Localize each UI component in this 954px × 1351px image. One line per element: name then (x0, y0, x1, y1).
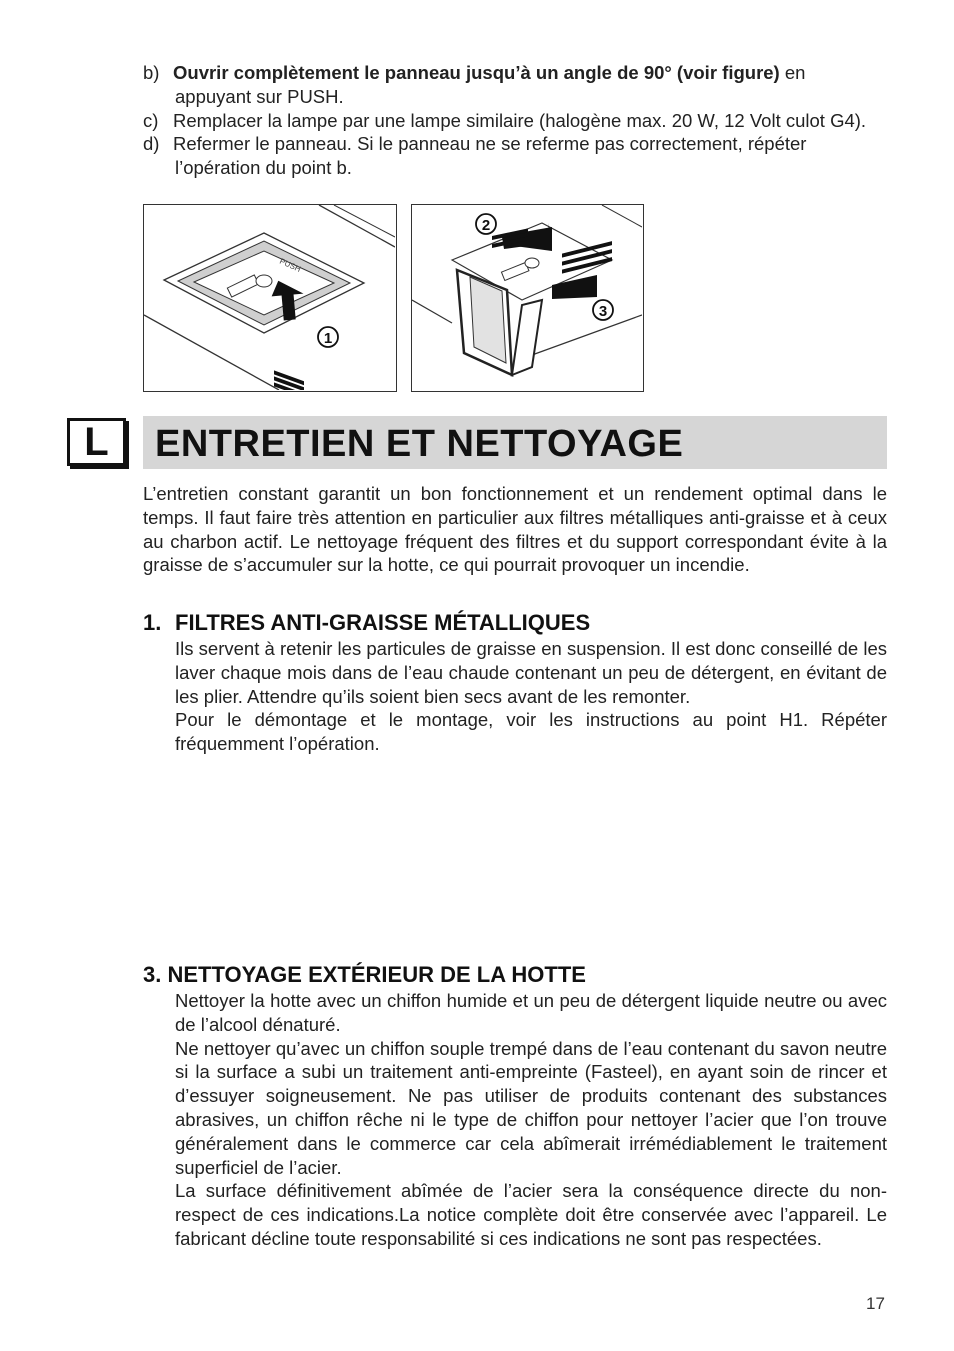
step-d (143, 132, 883, 180)
step-c (143, 109, 883, 133)
section-banner (143, 416, 887, 469)
section-title: ENTRETIEN ET NETTOYAGE (155, 423, 684, 465)
intro-paragraph: L’entretien constant garantit un bon fonctionnement et un rendement optimal dans le temps. Il faut faire très attention en particulier aux filtres métalliques anti-graisse et à ceux au charbon actif. Le nettoyage fréquent des filtres et du support correspondant évite à la graisse de s’accumuler sur la hotte, ce qui pourrait provoquer un incendie. (143, 483, 887, 576)
callout-number: 3 (598, 303, 608, 320)
page-number: 17 (866, 1294, 885, 1313)
paragraph: La surface définitivement abîmée de l’acier sera la conséquence directe du non-respect de ces indications.La notice complète doit être conservée avec l’appareil. Le fabricant décline toute responsabilité si ces indications ne sont pas respectées. (175, 1180, 887, 1249)
figure-open-panel (411, 204, 644, 392)
subsection-1-heading (143, 610, 590, 636)
subsection-title: NETTOYAGE EXTÉRIEUR DE LA HOTTE (167, 962, 586, 987)
step-text: en appuyant sur PUSH. (175, 62, 806, 107)
subsection-number: 3. (143, 962, 162, 987)
subsection-title: FILTRES ANTI-GRAISSE MÉTALLIQUES (175, 610, 591, 635)
step-tag: d) (143, 133, 160, 155)
callout-3 (593, 300, 613, 320)
subsection-3-body (175, 989, 887, 1251)
paragraph: Ils servent à retenir les particules de graisse en suspension. Il est donc conseillé de les laver chaque mois dans de l’eau chaude contenant un peu de détergent, en évitant de les plier. Attendre qu’ils soient bien secs avant de les remonter. (175, 638, 887, 707)
subsection-number: 1. (143, 610, 162, 635)
push-label: PUSH (278, 256, 303, 274)
paragraph: Pour le démontage et le montage, voir les instructions au point H1. Répéter fréquemment l’opération. (175, 709, 887, 755)
callout-1 (318, 327, 338, 347)
step-tag: c) (143, 109, 159, 131)
section-letter-badge: L (67, 418, 126, 466)
callout-number: 2 (481, 217, 491, 234)
lamp-replacement-steps (143, 61, 883, 180)
step-text: Refermer le panneau. Si le panneau ne se referme pas correctement, répéter l’opération du point b. (173, 133, 807, 179)
subsection-3-heading (143, 962, 586, 988)
push-panel-illustration (144, 205, 395, 390)
step-tag: b) (143, 62, 160, 83)
callout-number: 1 (323, 330, 333, 347)
figure-push-panel (143, 204, 397, 392)
step-text: Remplacer la lampe par une lampe similaire (halogène max. 20 W, 12 Volt culot G4). (173, 109, 867, 131)
callout-2 (476, 214, 496, 234)
open-panel-illustration (412, 205, 642, 390)
paragraph: Ne nettoyer qu’avec un chiffon souple trempé dans de l’eau contenant du savon neutre si la surface a subi un traitement anti-empreinte (Fasteel), en ayant soin de rincer et d’essuyer soigneusement. Ne pas utiliser de produits contenant des substances abrasives, un chiffon rêche ni le type de chiffon pour nettoyer l’acier que l’on trouve généralement dans le commerce car cela abîmerait irrémédiablement le traitement superficiel de l’acier. (175, 1037, 887, 1178)
step-bold: Ouvrir complètement le panneau jusqu’à un angle de 90° (voir figure) (173, 62, 780, 83)
subsection-1-body (175, 637, 887, 756)
paragraph: Nettoyer la hotte avec un chiffon humide et un peu de détergent liquide neutre ou avec de l’alcool dénaturé. (175, 990, 887, 1035)
step-b (143, 61, 883, 109)
